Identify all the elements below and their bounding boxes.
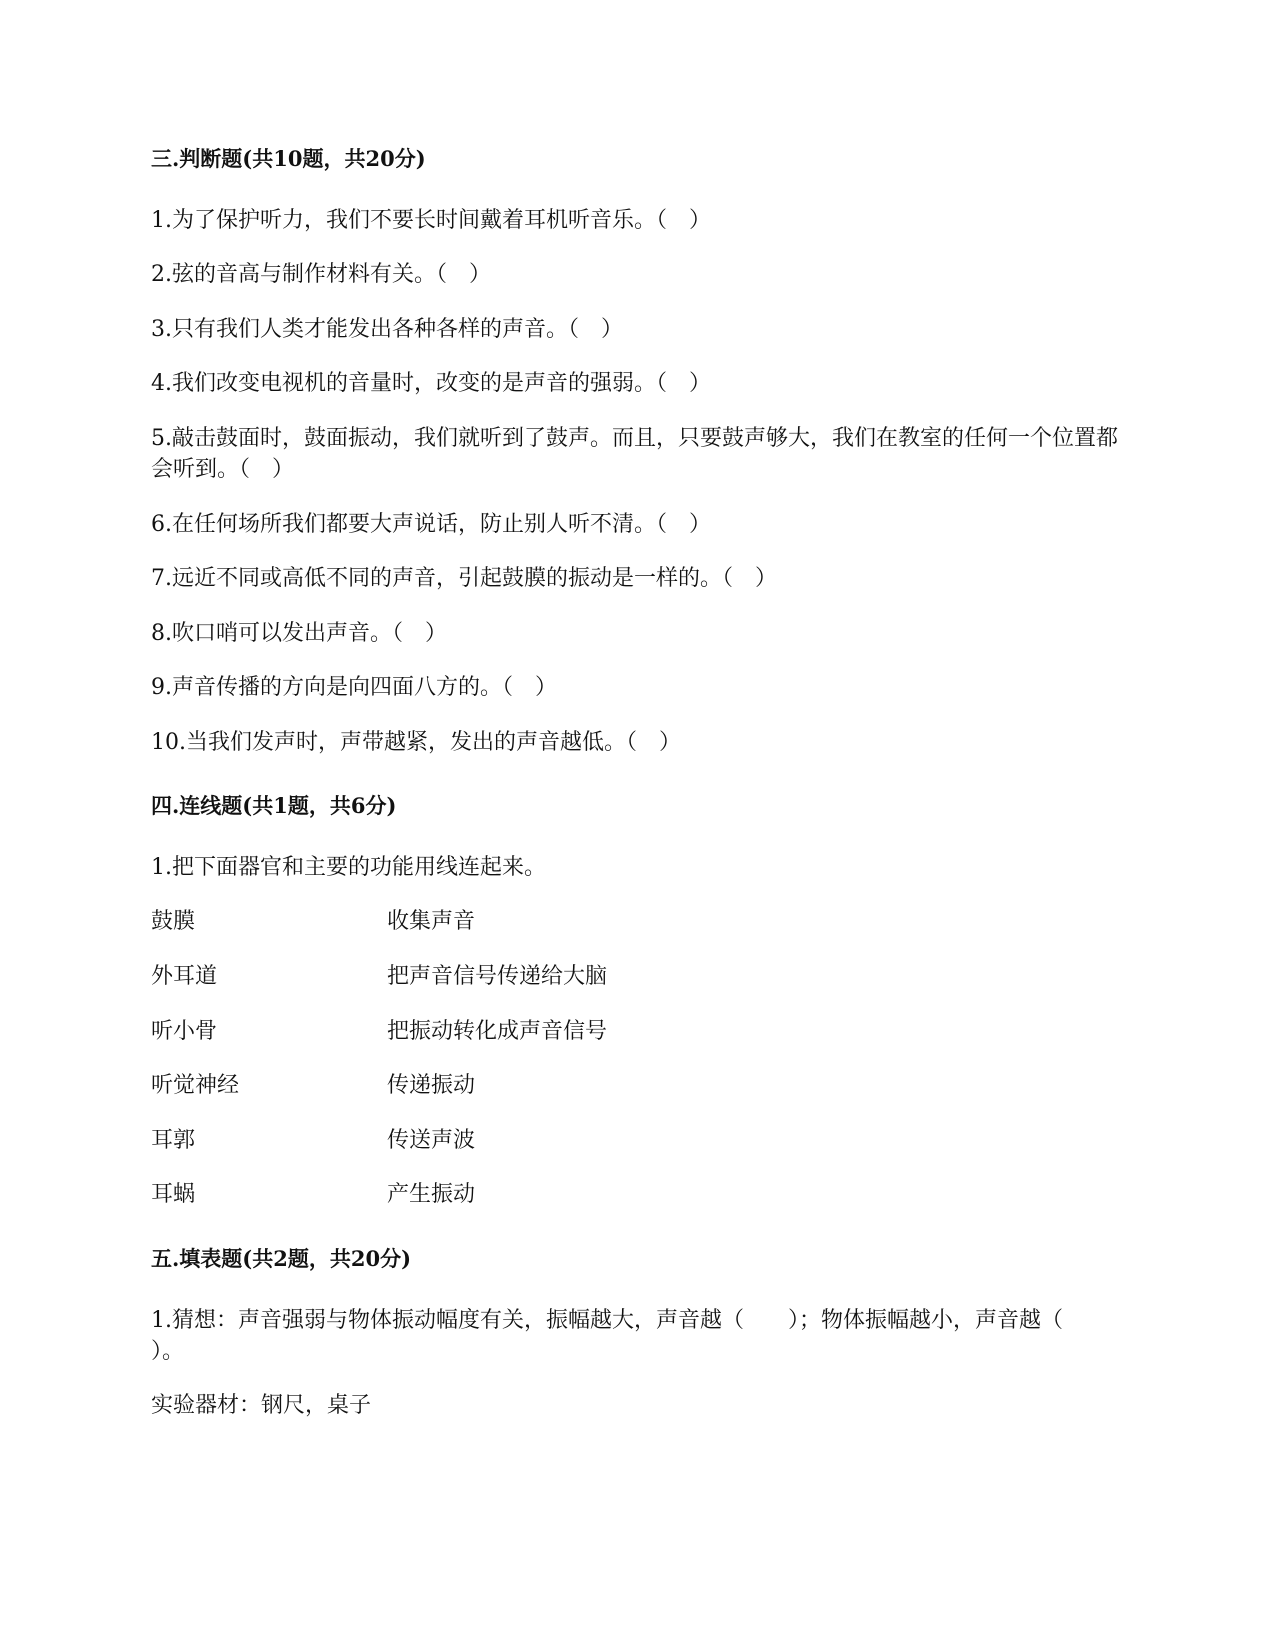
function-label: 传送声波 [387,1128,476,1153]
section3-item-5: 5.敲击鼓面时，鼓面振动，我们就听到了鼓声。而且，只要鼓声够大，我们在教室的任何一个位置都会听到。（ ） [151,426,1118,482]
function-label: 把振动转化成声音信号 [387,1019,608,1044]
function-label: 产生振动 [387,1182,476,1207]
section3-item-8: 8.吹口哨可以发出声音。（ ） [151,621,447,646]
section3-item-4: 4.我们改变电视机的音量时，改变的是声音的强弱。（ ） [151,371,711,396]
section3-item-1: 1.为了保护听力，我们不要长时间戴着耳机听音乐。（ ） [151,208,711,233]
function-label: 把声音信号传递给大脑 [387,964,608,989]
section4-question: 1.把下面器官和主要的功能用线连起来。 [151,855,546,880]
function-label: 收集声音 [387,909,476,934]
organ-label: 耳蜗 [151,1182,196,1207]
section3-title: 三.判断题(共10题，共20分) [151,146,426,171]
section5-question: 1.猜想：声音强弱与物体振动幅度有关，振幅越大，声音越（ ）；物体振幅越小，声音越（ ）。 [151,1308,1108,1364]
organ-label: 听小骨 [151,1019,218,1044]
section5-materials: 实验器材：钢尺，桌子 [151,1393,372,1418]
section3-item-6: 6.在任何场所我们都要大声说话，防止别人听不清。（ ） [151,512,711,537]
match-row [151,1125,851,1156]
section4-title: 四.连线题(共1题，共6分) [151,793,397,818]
section3-item-3: 3.只有我们人类才能发出各种各样的声音。（ ） [151,317,623,342]
section3-item-7: 7.远近不同或高低不同的声音，引起鼓膜的振动是一样的。（ ） [151,566,777,591]
match-row [151,961,851,992]
function-label: 传递振动 [387,1073,476,1098]
section3-item-2: 2.弦的音高与制作材料有关。（ ） [151,262,491,287]
section3-item-9: 9.声音传播的方向是向四面八方的。（ ） [151,675,557,700]
organ-label: 耳郭 [151,1128,196,1153]
match-row [151,1016,851,1047]
organ-label: 外耳道 [151,964,218,989]
section3-item-10: 10.当我们发声时，声带越紧，发出的声音越低。（ ） [151,730,681,755]
organ-label: 鼓膜 [151,909,196,934]
match-row [151,906,851,937]
organ-label: 听觉神经 [151,1073,240,1098]
match-row [151,1179,851,1210]
section5-title: 五.填表题(共2题，共20分) [151,1246,412,1271]
match-row [151,1070,851,1101]
